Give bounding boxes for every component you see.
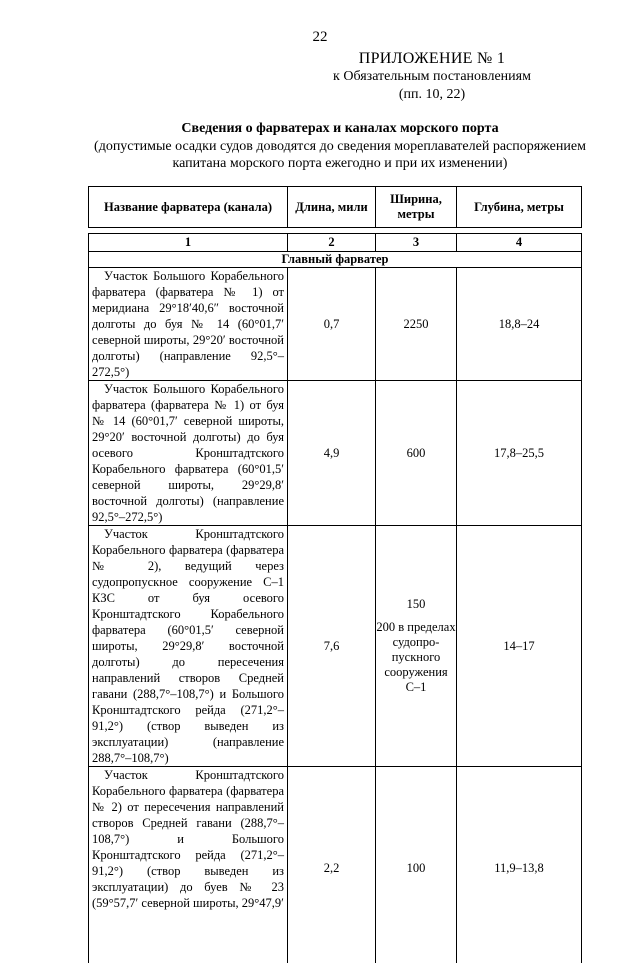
fairway-width bbox=[376, 526, 457, 767]
header-name: Название фарватера (канала) bbox=[89, 187, 288, 228]
table-row bbox=[89, 381, 582, 526]
fairway-width: 2250 bbox=[376, 268, 457, 381]
section-row bbox=[89, 252, 582, 268]
header-depth: Глубина, метры bbox=[457, 187, 582, 228]
column-number: 1 bbox=[89, 234, 288, 252]
fairway-length: 2,2 bbox=[288, 767, 376, 963]
table-row bbox=[89, 268, 582, 381]
fairway-name: Участок Большого Корабельного фарватера (фарватера № 1) от меридиана 29°18′40,6″ восточной долготы до буя № 14 (60°01,7′ северной широты, 29°20′ восточной долготы) (направление 92,5°–272,5°) bbox=[89, 268, 288, 381]
column-number: 2 bbox=[288, 234, 376, 252]
fairway-name: Участок Большого Корабельного фарватера (фарватера № 1) от буя № 14 (60°01,7′ северной широты, 29°20′ восточной долготы) до буя осевого Кронштадтского Корабельного фарватера (60°01,5′ северной широты, 29°29,8′ восточной долготы) (направление 92,5°–272,5°) bbox=[89, 381, 288, 526]
fairway-name: Участок Кронштадтского Корабельного фарватера (фарватера № 2), ведущий через судопропускное сооружение С–1 КЗС от буя осевого Кронштадтского Корабельного фарватера (60°01,5′ северной широты, 29°29,8′ восточной долготы) до пересечения направлений створов Средней гавани (288,7°–108,7°) и Большого Кронштадтского рейда (271,2°–91,2°) (створ выведен из эксплуатации) (направление 288,7°–108,7°) bbox=[89, 526, 288, 767]
fairway-length: 0,7 bbox=[288, 268, 376, 381]
fairway-table bbox=[88, 233, 582, 963]
section-title: Главный фарватер bbox=[89, 252, 582, 268]
width-note: 200 в пределах судопро- пускного сооружения С–1 bbox=[376, 620, 456, 694]
appendix-title: ПРИЛОЖЕНИЕ № 1 bbox=[358, 50, 506, 67]
fairway-depth: 17,8–25,5 bbox=[457, 381, 582, 526]
fairway-length: 7,6 bbox=[288, 526, 376, 767]
header-length: Длина, мили bbox=[288, 187, 376, 228]
fairway-length: 4,9 bbox=[288, 381, 376, 526]
column-number-row bbox=[89, 234, 582, 252]
appendix-line: к Обязательным постановлениям bbox=[333, 69, 531, 84]
document-subtitle: капитана морского порта ежегодно и при их изменении) bbox=[172, 156, 508, 171]
table-header bbox=[88, 186, 582, 228]
column-number: 3 bbox=[376, 234, 457, 252]
fairway-width: 100 bbox=[376, 767, 457, 963]
width-main: 150 bbox=[406, 597, 426, 611]
fairway-name: Участок Кронштадтского Корабельного фарватера (фарватера № 2) от пересечения направлений створов Средней гавани (288,7°–108,7°) и Большого Кронштадтского рейда (271,2°–91,2°) (створ выведен из эксплуатации) до буев № 23 (59°57,7′ северной широты, 29°47,9′ bbox=[89, 767, 288, 963]
appendix-header bbox=[282, 50, 582, 104]
page-number: 22 bbox=[312, 29, 328, 45]
fairway-depth: 11,9–13,8 bbox=[457, 767, 582, 963]
document-title-block bbox=[60, 120, 620, 173]
column-number: 4 bbox=[457, 234, 582, 252]
table-row bbox=[89, 767, 582, 963]
fairway-depth: 14–17 bbox=[457, 526, 582, 767]
document-subtitle: (допустимые осадки судов доводятся до сведения мореплавателей распоряжением bbox=[94, 138, 586, 154]
document-title: Сведения о фарватерах и каналах морского порта bbox=[181, 121, 499, 136]
appendix-line: (пп. 10, 22) bbox=[398, 87, 466, 102]
fairway-depth: 18,8–24 bbox=[457, 268, 582, 381]
table-row bbox=[89, 526, 582, 767]
fairway-width: 600 bbox=[376, 381, 457, 526]
header-width: Ширина, метры bbox=[376, 187, 457, 228]
